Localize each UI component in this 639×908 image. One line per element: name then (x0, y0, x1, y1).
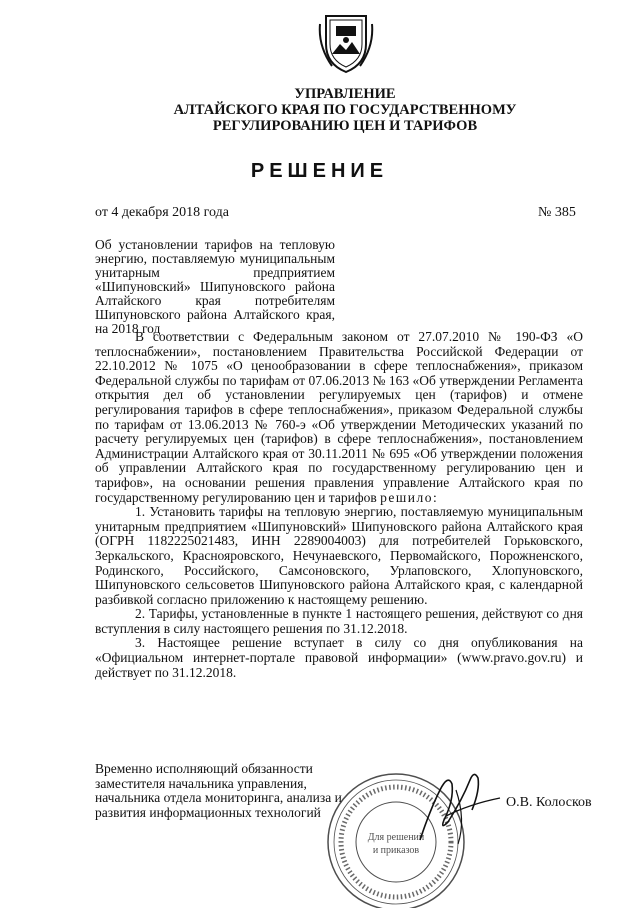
decision-item-3: 3. Настоящее решение вступает в силу со дня опубликования на «Официальном интернет-портале правовой информации» (www.pravo.gov.ru) и действует по 31.12.2018. (95, 635, 583, 680)
header-line-3: РЕГУЛИРОВАНИЮ ЦЕН И ТАРИФОВ (212, 118, 478, 134)
signer-title-line-1: Временно исполняющий обязанности (95, 761, 313, 776)
signer-title-line-2: заместителя начальника управления, (95, 775, 307, 791)
document-subject: Об установлении тарифов на тепловую энергию, поставляемую муниципальным унитарным предприятием «Шипуновский» Шипуновского района Алтайского края потребителям Шипуновского района Алтайского края, на 2018 год (95, 237, 335, 336)
decision-item-1: 1. Установить тарифы на тепловую энергию, поставляемую муниципальным унитарным предприятием «Шипуновский» Шипуновского района Алтайского края (ОГРН 1182225021483, ИНН 2289004003) для потребителей Горьковского, Зеркальского, Краснояровского, Нечунаевского, Первомайского, Порожненского, Родинского, Российского, Самсоновского, Урлаповского, Хлопуновского, Шипуновского сельсоветов Шипуновского района Алтайского края, с календарной разбивкой согласно приложению к настоящему решению. (95, 504, 583, 607)
handwritten-signature (400, 760, 510, 850)
document-body (95, 330, 583, 680)
preamble-paragraph (95, 330, 583, 505)
preamble-text: В соответствии с Федеральным законом от 27.07.2010 № 190-ФЗ «О теплоснабжении», постановлением Правительства Российской Федерации от 22.10.2012 № 1075 «О ценообразовании в сфере теплоснабжения», приказом Федеральной службы по тарифам от 07.06.2013 № 163 «Об утверждении Регламента открытия дел об установлении регулируемых цен (тарифов) и отмене регулирования тарифов в сфере теплоснабжения», приказом Федеральной службы по тарифам от 13.06.2013 № 760-э «Об утверждении Методических указаний по расчету регулируемых цен (тарифов) в сфере теплоснабжения», постановлением Администрации Алтайского края от 30.11.2011 № 695 «Об утверждении положения об управлении Алтайского края по государственному регулированию цен и тарифов», на основании решения правления управление Алтайского края по государственному регулированию цен и тарифов (95, 329, 583, 505)
decides-word: решило: (380, 489, 439, 505)
document-title: РЕШЕНИЕ (250, 160, 389, 182)
stamp-center-line-2: и приказов (372, 845, 420, 856)
issuer-header (140, 86, 550, 134)
header-line-2: АЛТАЙСКОГО КРАЯ ПО ГОСУДАРСТВЕННОМУ (173, 102, 517, 118)
header-line-1: УПРАВЛЕНИЕ (294, 86, 396, 102)
signer-name: О.В. Колосков (506, 795, 592, 810)
document-number: № 385 (538, 205, 576, 220)
signer-title-line-4: развития информационных технологий (95, 804, 321, 820)
document-date: от 4 декабря 2018 года (95, 205, 229, 220)
altai-krai-coat-of-arms-icon (318, 10, 374, 74)
decision-item-2: 2. Тарифы, установленные в пункте 1 настоящего решения, действуют со дня вступления в силу настоящего решения по 31.12.2018. (95, 606, 583, 636)
signer-title-line-3: начальника отдела мониторинга, анализа и (95, 790, 342, 806)
stamp-center-line-1: Для решений (367, 832, 425, 843)
